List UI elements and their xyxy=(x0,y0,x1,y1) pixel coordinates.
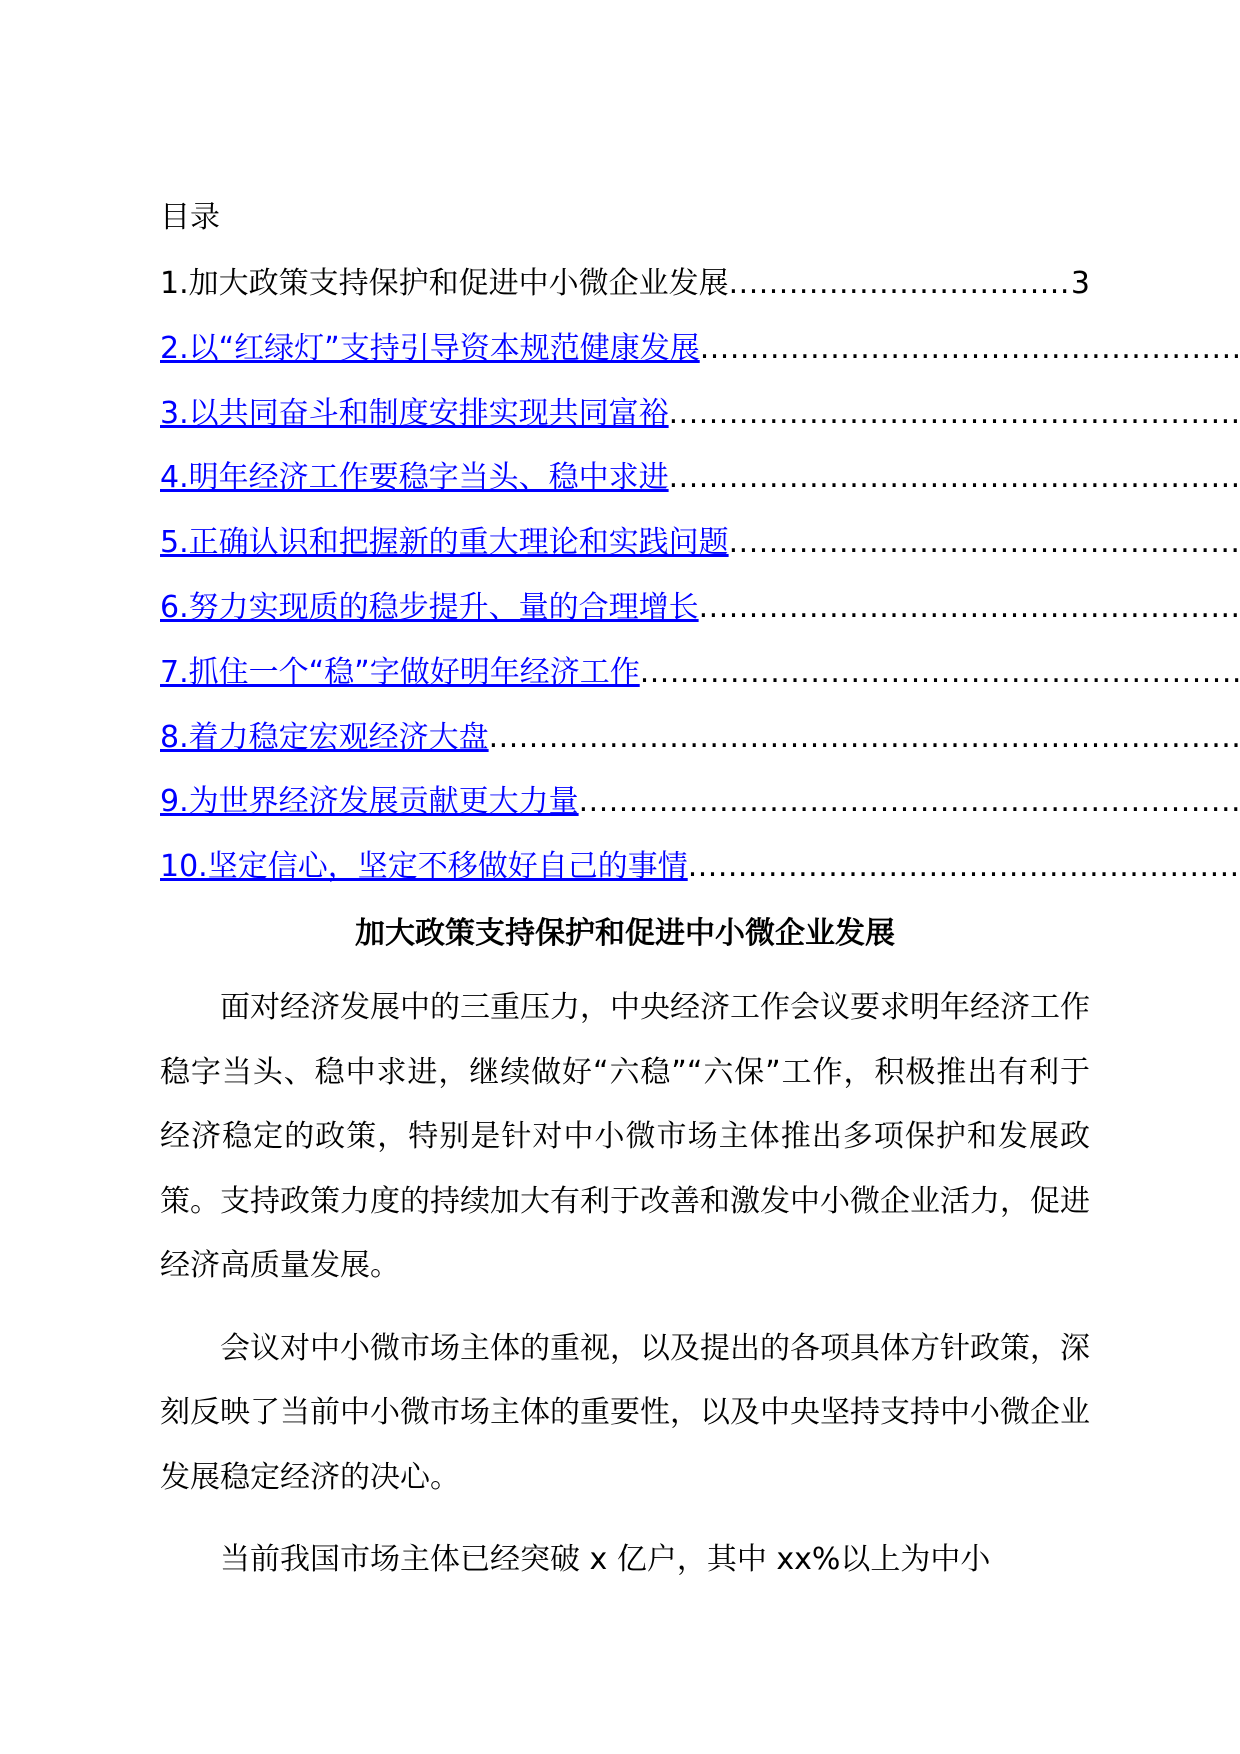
toc-entry-3[interactable] xyxy=(160,392,1240,457)
toc-entry-link[interactable]: 3.以共同奋斗和制度安排实现共同富裕 xyxy=(160,395,669,431)
toc-page-number: 3 xyxy=(1070,266,1090,301)
toc-entry-link[interactable]: 8.着力稳定宏观经济大盘 xyxy=(160,719,489,755)
toc-dot-leader xyxy=(489,716,1240,760)
toc-entry-label: 1.加大政策支持保护和促进中小微企业发展 xyxy=(160,266,729,301)
toc-entry-1[interactable] xyxy=(160,262,1090,327)
toc-entry-10[interactable] xyxy=(160,845,1240,910)
toc-entry-link[interactable]: 4.明年经济工作要稳字当头、稳中求进 xyxy=(160,460,669,496)
toc-dot-leader xyxy=(640,651,1240,695)
toc-dot-leader xyxy=(669,392,1240,436)
toc-entry-2[interactable] xyxy=(160,327,1240,392)
toc-dot-leader xyxy=(700,327,1240,371)
paragraph: 会议对中小微市场主体的重视，以及提出的各项具体方针政策，深刻反映了当前中小微市场主体的重要性，以及中央坚持支持中小微企业发展稳定经济的决心。 xyxy=(160,1330,1090,1495)
toc-entry-link[interactable]: 5.正确认识和把握新的重大理论和实践问题 xyxy=(160,525,729,561)
toc-heading: 目录 xyxy=(160,200,220,235)
toc-dot-leader xyxy=(669,456,1240,500)
article-body xyxy=(160,976,1090,1611)
toc-entry-link[interactable]: 2.以“红绿灯”支持引导资本规范健康发展 xyxy=(160,330,700,366)
toc-dot-leader xyxy=(729,262,1071,306)
toc-dot-leader xyxy=(699,586,1240,630)
toc-entry-link[interactable]: 7.抓住一个“稳”字做好明年经济工作 xyxy=(160,654,640,690)
article-title: 加大政策支持保护和促进中小微企业发展 xyxy=(355,916,895,951)
toc-dot-leader xyxy=(688,845,1240,889)
toc-entry-5[interactable] xyxy=(160,521,1240,586)
paragraph: 面对经济发展中的三重压力，中央经济工作会议要求明年经济工作稳字当头、稳中求进，继续做好“六稳”“六保”工作，积极推出有利于经济稳定的政策，特别是针对中小微市场主体推出多项保护和发展政策。支持政策力度的持续加大有利于改善和激发中小微企业活力，促进经济高质量发展。 xyxy=(160,990,1090,1283)
toc-entry-link[interactable]: 10.坚定信心，坚定不移做好自己的事情 xyxy=(160,849,688,885)
toc-entry-6[interactable] xyxy=(160,586,1240,651)
table-of-contents xyxy=(160,262,1240,910)
toc-dot-leader xyxy=(579,780,1240,824)
toc-entry-8[interactable] xyxy=(160,716,1240,781)
toc-entry-link[interactable]: 6.努力实现质的稳步提升、量的合理增长 xyxy=(160,589,699,625)
toc-entry-4[interactable] xyxy=(160,456,1240,521)
paragraph: 当前我国市场主体已经突破 x 亿户，其中 xx%以上为中小 xyxy=(220,1542,991,1577)
toc-entry-7[interactable] xyxy=(160,651,1240,716)
toc-entry-9[interactable] xyxy=(160,780,1240,845)
toc-dot-leader xyxy=(729,521,1240,565)
toc-entry-link[interactable]: 9.为世界经济发展贡献更大力量 xyxy=(160,784,579,820)
